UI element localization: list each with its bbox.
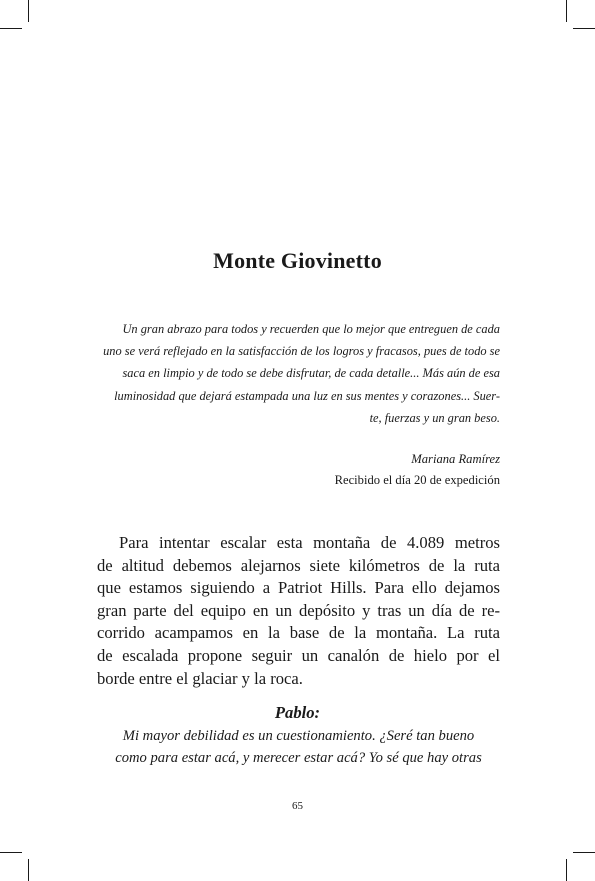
crop-mark-top-right-horizontal	[573, 28, 595, 29]
dialogue-quote	[97, 725, 500, 770]
epigraph	[100, 318, 500, 429]
epigraph-received-note: Recibido el día 20 de expedición	[334, 473, 500, 487]
body-line: de altitud debemos alejarnos siete kilómetros de la ruta	[97, 555, 500, 575]
crop-mark-bottom-left-vertical	[28, 859, 29, 881]
epigraph-signature	[100, 449, 500, 491]
crop-mark-bottom-right-horizontal	[573, 852, 595, 853]
body-line: Para intentar escalar esta montaña de 4.089 metros	[119, 533, 500, 552]
dialogue-speaker: Pablo:	[274, 703, 321, 722]
epigraph-line: saca en limpio y de todo se debe disfrutar, de cada detalle... Más aún de esa	[122, 366, 500, 381]
dialogue-line: Mi mayor debilidad es un cuestionamiento. ¿Seré tan bueno	[122, 728, 475, 744]
body-line: borde entre el glaciar y la roca.	[97, 668, 303, 688]
epigraph-line: Un gran abrazo para todos y recuerden que lo mejor que entreguen de cada	[122, 322, 500, 336]
body-line: gran parte del equipo en un depósito y tras un día de re-	[97, 600, 500, 620]
body-line: que estamos siguiendo a Patriot Hills. Para ello dejamos	[97, 578, 500, 598]
crop-mark-top-left-vertical	[28, 0, 29, 22]
epigraph-line: te, fuerzas y un gran beso.	[369, 410, 500, 425]
body-line: corrido acampamos en la base de la montaña. La ruta	[97, 623, 500, 643]
crop-mark-bottom-left-horizontal	[0, 852, 22, 853]
chapter-title: Monte Giovinetto	[213, 248, 382, 273]
body-paragraph	[97, 532, 500, 690]
crop-mark-top-left-horizontal	[0, 28, 22, 29]
dialogue-line: como para estar acá, y merecer estar acá? Yo sé que hay otras	[115, 750, 482, 767]
crop-mark-bottom-right-vertical	[566, 859, 567, 881]
epigraph-line: luminosidad que dejará estampada una luz en sus mentes y corazones... Suer-	[114, 388, 500, 403]
epigraph-author: Mariana Ramírez	[411, 452, 500, 466]
page-number: 65	[292, 800, 303, 812]
body-line: de escalada propone seguir un canalón de hielo por el	[97, 645, 500, 665]
epigraph-line: uno se verá reflejado en la satisfacción de los logros y fracasos, pues de todo se	[103, 344, 500, 359]
crop-mark-top-right-vertical	[566, 0, 567, 22]
